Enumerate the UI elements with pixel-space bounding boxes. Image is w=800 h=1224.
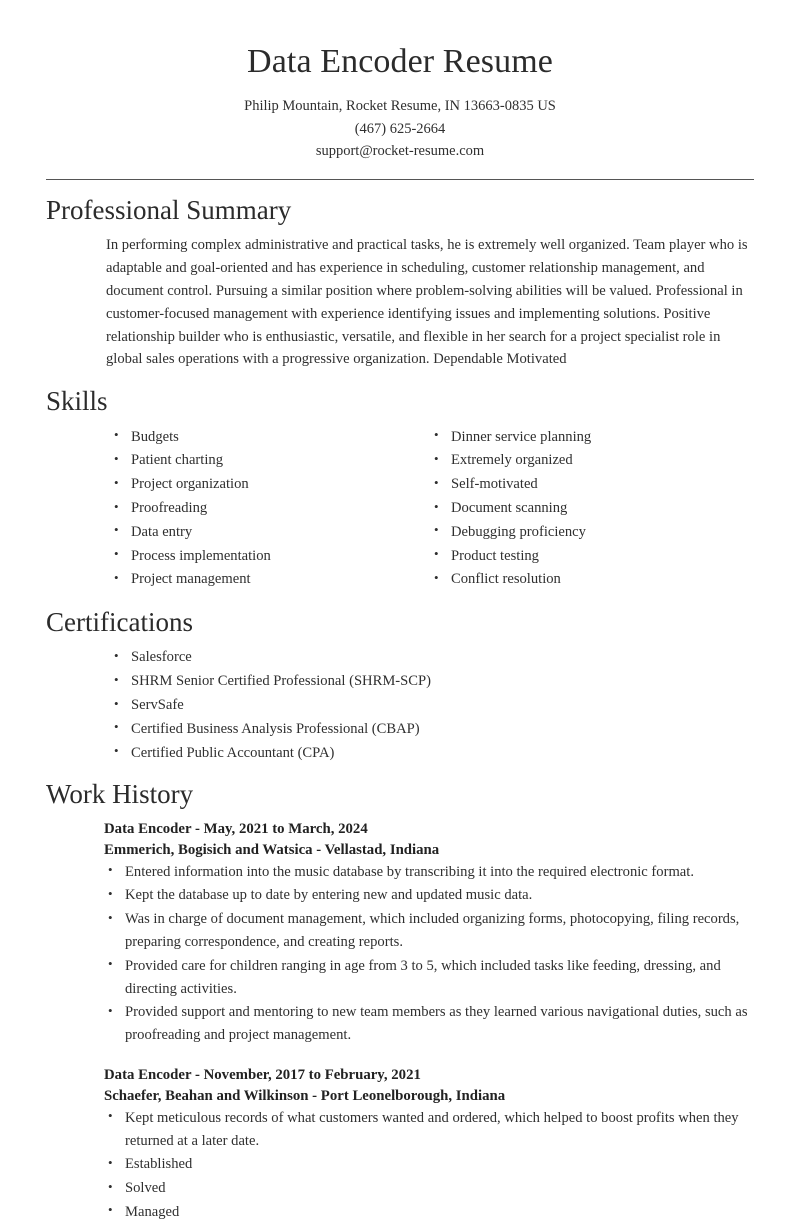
list-item: • Certified Public Accountant (CPA) bbox=[110, 742, 754, 765]
list-item: • Kept meticulous records of what customers wanted and ordered, which helped to boost profits when they returned at a later date. bbox=[104, 1107, 754, 1153]
list-item: • ServSafe bbox=[110, 694, 754, 717]
section-heading-professional-summary: Professional Summary bbox=[46, 194, 292, 225]
job-title-line: Data Encoder - November, 2017 to February, 2021 bbox=[104, 1066, 421, 1083]
skills-columns bbox=[46, 426, 754, 592]
work-history-body bbox=[46, 819, 754, 1224]
list-item: • Project organization bbox=[110, 473, 430, 496]
contact-email: support@rocket-resume.com bbox=[315, 143, 485, 160]
job-company-line: Schaefer, Beahan and Wilkinson - Port Leonelborough, Indiana bbox=[104, 1087, 506, 1104]
page-title: Data Encoder Resume bbox=[247, 43, 553, 80]
list-item: • Budgets bbox=[110, 426, 430, 449]
section-heading-work-history: Work History bbox=[46, 779, 194, 810]
list-item: • Kept the database up to date by entering new and updated music data. bbox=[104, 884, 754, 907]
contact-phone: (467) 625-2664 bbox=[354, 120, 446, 137]
list-item: • Debugging proficiency bbox=[430, 521, 591, 544]
list-item: • Certified Business Analysis Professional (CBAP) bbox=[110, 718, 754, 741]
list-item: • Product testing bbox=[430, 545, 591, 568]
list-item: • SHRM Senior Certified Professional (SHRM-SCP) bbox=[110, 670, 754, 693]
list-item: • Data entry bbox=[110, 521, 430, 544]
header-divider bbox=[46, 179, 754, 180]
certifications-body bbox=[46, 646, 754, 764]
list-item: • Conflict resolution bbox=[430, 568, 591, 591]
section-certifications bbox=[46, 606, 754, 764]
skills-column-left bbox=[110, 426, 430, 592]
list-item: • Process implementation bbox=[110, 545, 430, 568]
section-skills bbox=[46, 385, 754, 592]
section-heading-skills: Skills bbox=[46, 386, 108, 417]
list-item: • Document scanning bbox=[430, 497, 591, 520]
list-item: • Salesforce bbox=[110, 646, 754, 669]
list-item: • Provided support and mentoring to new team members as they learned various navigational duties, such as proofreading and project management. bbox=[104, 1001, 754, 1047]
job-company-line: Emmerich, Bogisich and Watsica - Vellastad, Indiana bbox=[104, 841, 440, 858]
list-item: • Self-motivated bbox=[430, 473, 591, 496]
section-work-history bbox=[46, 778, 754, 1223]
list-item: • Managed bbox=[104, 1201, 754, 1224]
contact-block bbox=[46, 95, 754, 162]
skills-column-right bbox=[430, 426, 591, 592]
work-history-entry bbox=[104, 1065, 754, 1224]
section-professional-summary bbox=[46, 194, 754, 372]
resume-header bbox=[46, 42, 754, 180]
summary-body bbox=[46, 234, 754, 371]
list-item: • Project management bbox=[110, 568, 430, 591]
list-item: • Extremely organized bbox=[430, 449, 591, 472]
list-item: • Dinner service planning bbox=[430, 426, 591, 449]
list-item: • Proofreading bbox=[110, 497, 430, 520]
list-item: • Was in charge of document management, which included organizing forms, photocopying, filing records, preparing correspondence, and creating reports. bbox=[104, 908, 754, 954]
certifications-list bbox=[110, 646, 754, 764]
list-item: • Established bbox=[104, 1153, 754, 1176]
work-history-entry bbox=[104, 819, 754, 1047]
section-heading-certifications: Certifications bbox=[46, 607, 193, 638]
list-item: • Entered information into the music database by transcribing it into the required electronic format. bbox=[104, 861, 754, 884]
list-item: • Patient charting bbox=[110, 449, 430, 472]
job-responsibilities-list bbox=[104, 861, 754, 1047]
job-title-line: Data Encoder - May, 2021 to March, 2024 bbox=[104, 820, 368, 837]
contact-address: Philip Mountain, Rocket Resume, IN 13663-0835 US bbox=[244, 98, 556, 115]
list-item: • Provided care for children ranging in age from 3 to 5, which included tasks like feeding, dressing, and directing activities. bbox=[104, 955, 754, 1001]
job-responsibilities-list bbox=[104, 1107, 754, 1224]
summary-paragraph: In performing complex administrative and practical tasks, he is extremely well organized. Team player who is adaptable and goal-oriented and has experience in scheduling, customer relationship management, and document control. Pursuing a similar position where problem-solving abilities will be valued. Professional in customer-focused management with experience identifying issues and implementing solutions. Positive relationship builder who is enthusiastic, versatile, and flexible in her search for a project specialist role in global sales operations with a progressive organization. Dependable Motivated bbox=[106, 236, 748, 368]
list-item: • Solved bbox=[104, 1177, 754, 1200]
